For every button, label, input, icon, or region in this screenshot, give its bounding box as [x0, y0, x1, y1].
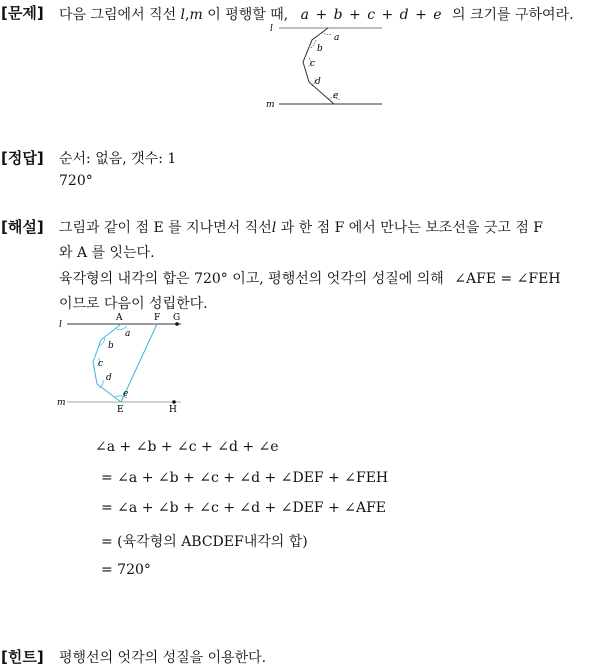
- fig1-label-a: a: [334, 33, 340, 43]
- fig2-label-E: E: [117, 405, 124, 415]
- fig2-label-A: A: [116, 313, 123, 323]
- explanation-tag: [해설]: [1, 218, 44, 236]
- answer-tag: [정답]: [1, 149, 44, 167]
- equation-3: = ∠a + ∠b + ∠c + ∠d + ∠DEF + ∠AFE: [101, 500, 387, 516]
- problem-text-after: 의 크기를 구하여라.: [452, 7, 574, 23]
- explanation-line-3a: 육각형의 내각의 합은 720° 이고, 평행선의 엇각의 성질에 의해: [59, 271, 444, 287]
- fig2-label-l: l: [59, 320, 62, 330]
- fig2-label-b: b: [108, 341, 114, 351]
- fig1-label-d: d: [315, 77, 321, 87]
- fig1-label-e: e: [333, 91, 339, 101]
- fig2-label-F: F: [154, 313, 161, 323]
- explanation-line-3: [59, 268, 561, 288]
- fig2-label-a: a: [125, 329, 131, 339]
- fig2-label-G: G: [173, 313, 181, 323]
- point-H: [172, 400, 176, 404]
- fig1-label-l: l: [270, 24, 273, 34]
- fig1-label-b: b: [317, 44, 323, 54]
- fig2-label-e: e: [123, 389, 129, 399]
- line-m-var: m: [189, 7, 203, 23]
- explanation-line-l: l: [271, 220, 277, 236]
- fig2-label-c: c: [98, 359, 104, 369]
- fig2-label-d: d: [106, 373, 112, 383]
- line-l-var: l: [180, 7, 186, 23]
- zigzag-path: [303, 28, 334, 104]
- explanation-line-3b: ∠AFE = ∠FEH: [454, 271, 561, 287]
- explanation-line-1: [59, 217, 543, 237]
- explanation-line-4: 이므로 다음이 성립한다.: [59, 296, 208, 312]
- answer-line-1: 순서: 없음, 갯수: 1: [59, 151, 177, 167]
- explanation-line-2: 와 A 를 잇는다.: [59, 245, 155, 261]
- angle-arc-a: [322, 32, 332, 35]
- problem-expression: a + b + c + d + e: [300, 7, 442, 23]
- equation-1: ∠a + ∠b + ∠c + ∠d + ∠e: [95, 439, 279, 455]
- explanation-line-1b: 과 한 점 F 에서 만나는 보조선을 긋고 점 F: [276, 220, 544, 236]
- hint-text: 평행선의 엇각의 성질을 이용한다.: [59, 650, 267, 666]
- problem-tag: [문제]: [1, 4, 44, 22]
- fig1-label-c: c: [310, 59, 316, 69]
- fig2-arc-d: [99, 380, 103, 388]
- fig1-label-m: m: [266, 100, 275, 110]
- equation-4: = (육각형의 ABCDEF내각의 합): [101, 534, 308, 550]
- hint-tag: [힌트]: [1, 648, 44, 666]
- fig2-label-m: m: [57, 398, 66, 408]
- fig2-label-H: H: [169, 405, 177, 415]
- problem-text-mid: 이 평행할 때,: [202, 7, 289, 23]
- equation-5: = 720°: [101, 562, 151, 578]
- explanation-line-1a: 그림과 같이 점 E 를 지나면서 직선: [59, 220, 272, 236]
- answer-line-2: 720°: [59, 173, 93, 189]
- comma: ,: [185, 7, 190, 23]
- figure-1: [262, 20, 387, 110]
- equation-2: = ∠a + ∠b + ∠c + ∠d + ∠DEF + ∠FEH: [101, 470, 389, 486]
- figure-2: [55, 310, 190, 418]
- problem-text-before: 다음 그림에서 직선: [59, 7, 177, 23]
